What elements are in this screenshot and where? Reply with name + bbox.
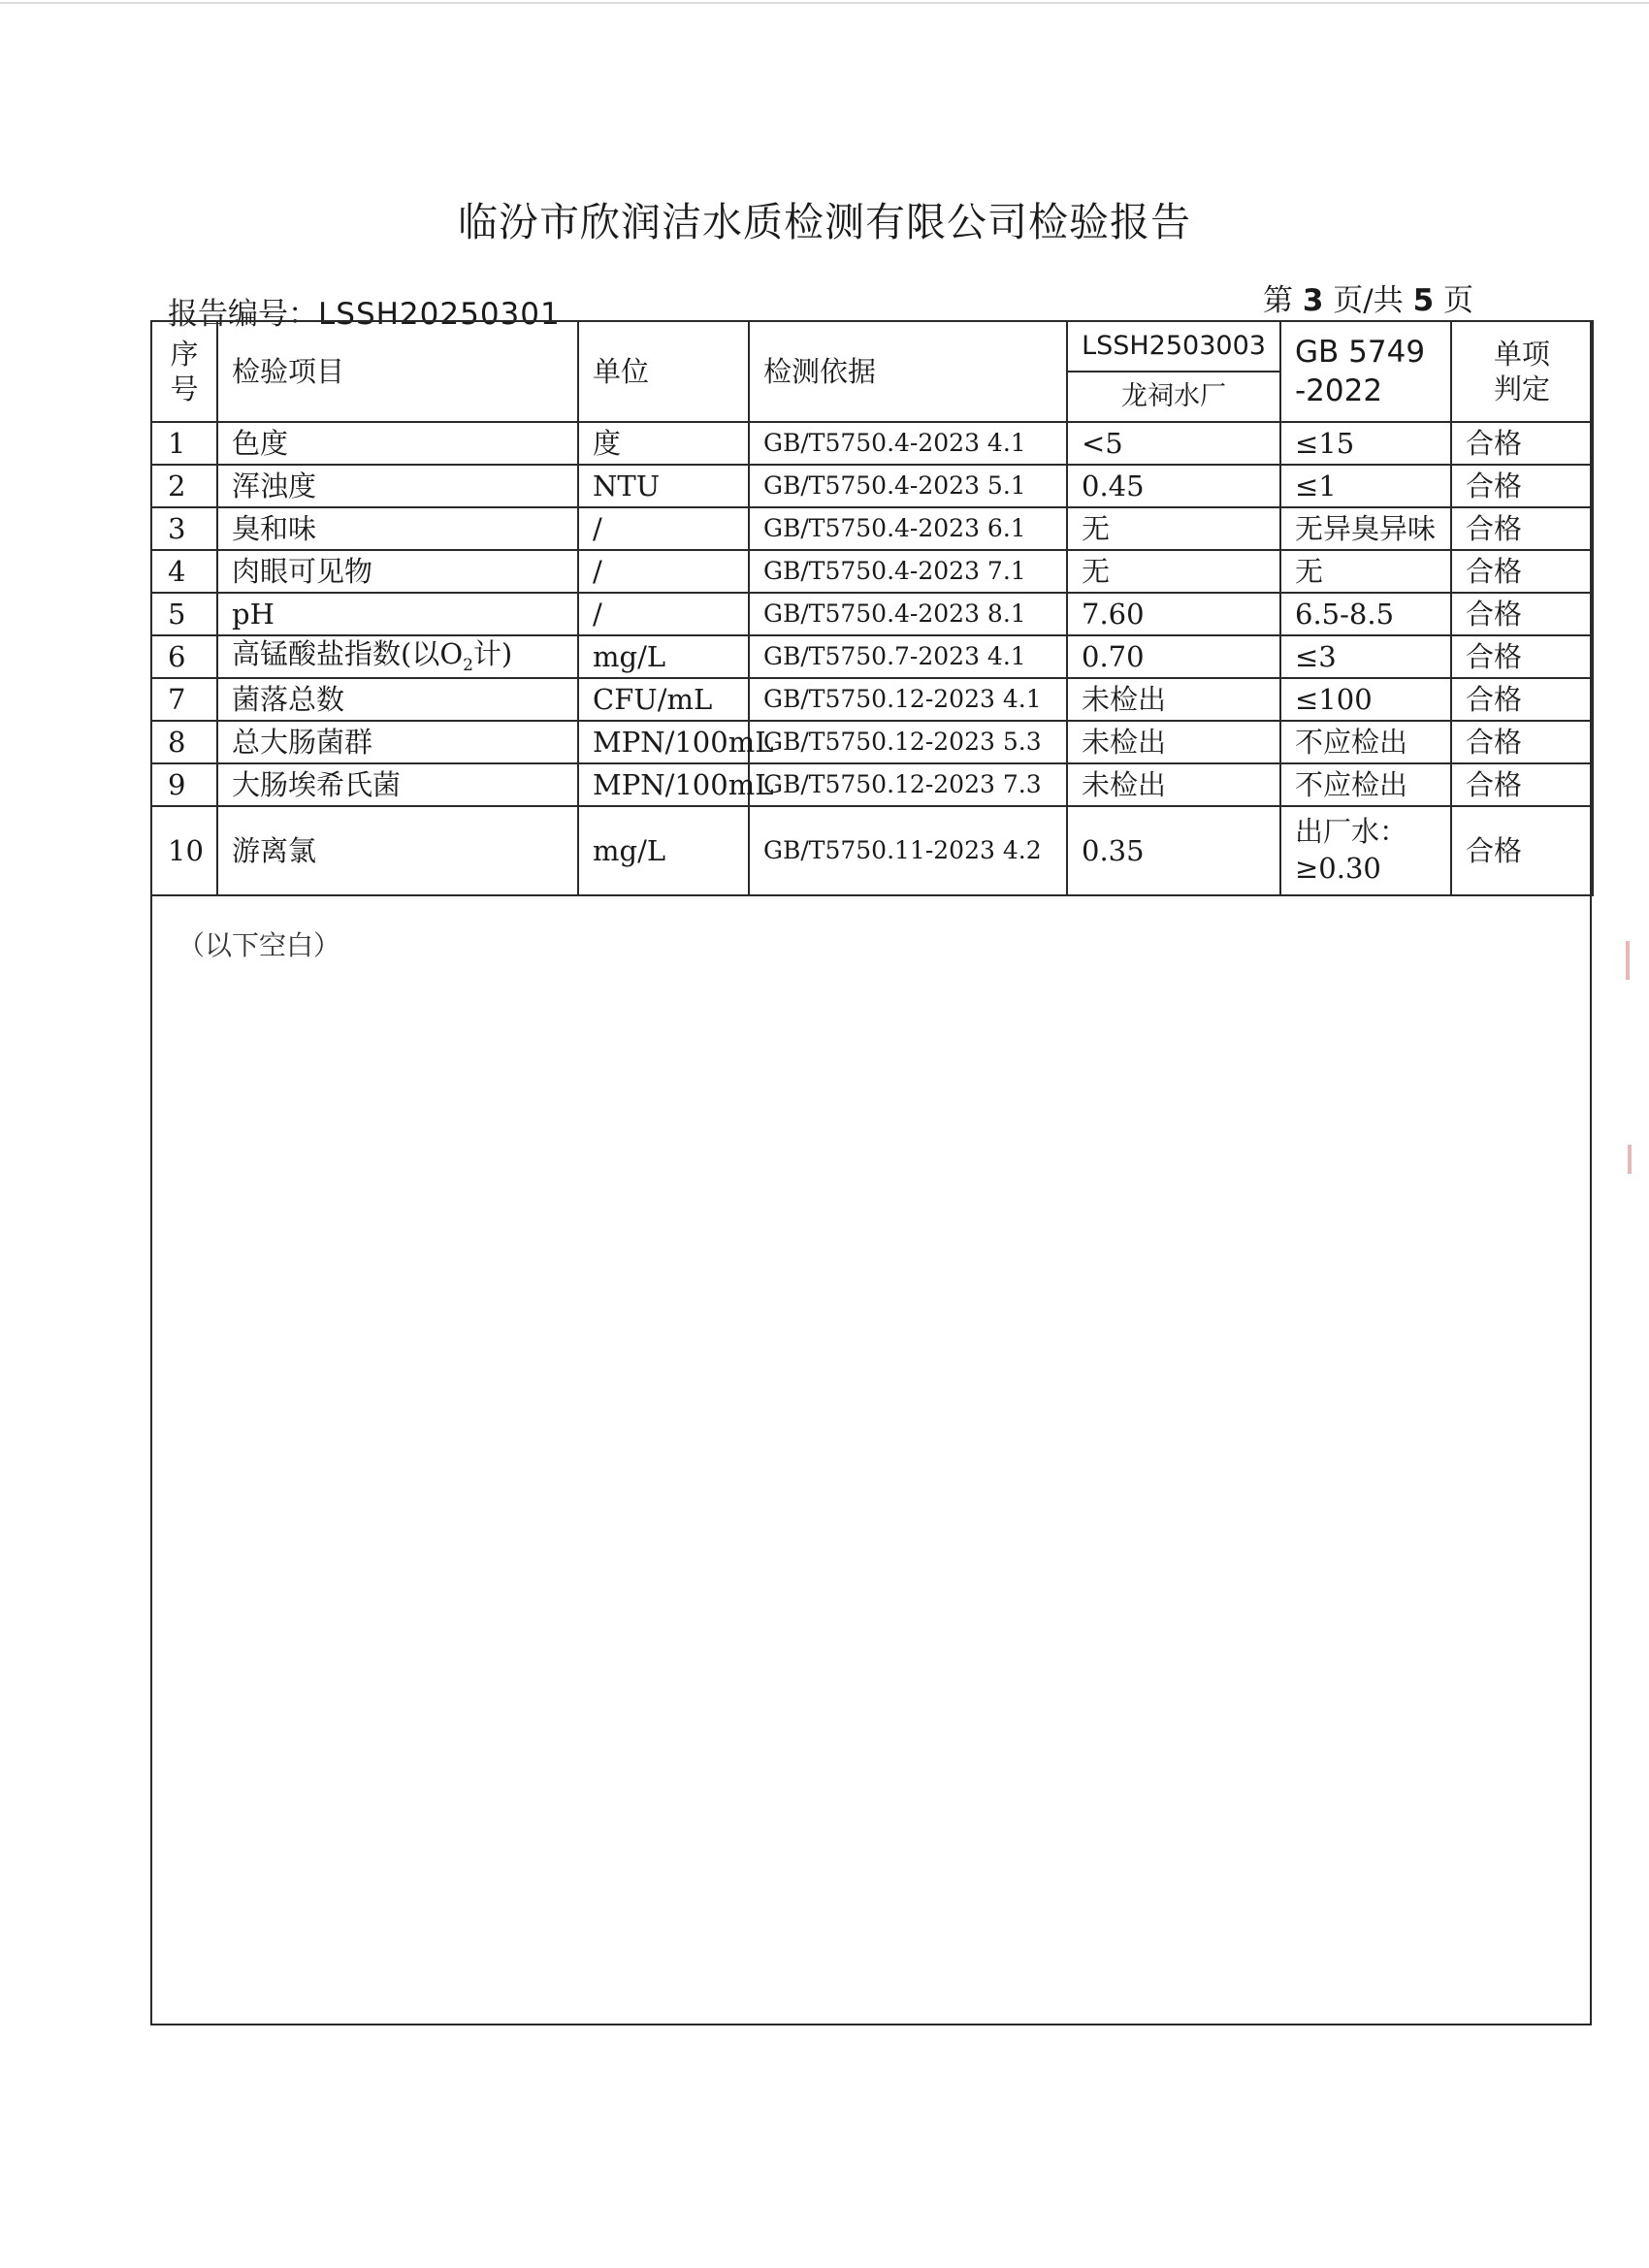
cell-verdict: 合格 [1451,422,1593,465]
cell-seq: 10 [151,806,217,895]
cell-item: 肉眼可见物 [217,550,578,593]
cell-result: 无 [1067,550,1280,593]
cell-limit [1280,806,1451,895]
scan-artifact-mark [1628,1145,1632,1174]
cell-verdict: 合格 [1451,507,1593,550]
header-sample-name: 龙祠水厂 [1067,372,1280,422]
header-verdict-line1: 单项 [1493,337,1550,371]
cell-method: GB/T5750.12-2023 4.1 [749,678,1067,721]
cell-seq: 8 [151,721,217,763]
cell-limit: ≤15 [1280,422,1451,465]
cell-item-subscript: 2 [463,655,473,675]
cell-seq: 4 [151,550,217,593]
cell-seq: 9 [151,763,217,806]
table-row [151,806,1593,895]
cell-verdict: 合格 [1451,550,1593,593]
cell-unit: / [578,593,749,635]
cell-method: GB/T5750.4-2023 5.1 [749,465,1067,507]
header-sample-id: LSSH2503003 [1067,321,1280,372]
page-current: 3 [1302,283,1324,318]
cell-seq: 3 [151,507,217,550]
cell-seq: 2 [151,465,217,507]
cell-result: 未检出 [1067,678,1280,721]
cell-result: 0.35 [1067,806,1280,895]
cell-result: 未检出 [1067,721,1280,763]
table-row [151,593,1593,635]
header-standard-line1: GB 5749 [1295,334,1426,370]
cell-item: 浑浊度 [217,465,578,507]
header-item: 检验项目 [217,321,578,422]
cell-item: 游离氯 [217,806,578,895]
header-standard-line2: -2022 [1295,373,1383,408]
cell-item: 臭和味 [217,507,578,550]
cell-unit: CFU/mL [578,678,749,721]
cell-limit: 不应检出 [1280,721,1451,763]
page-indicator [1263,275,1473,319]
header-seq [151,321,217,422]
header-method: 检测依据 [749,321,1067,422]
cell-verdict: 合格 [1451,635,1593,678]
cell-limit-line2: ≥0.30 [1295,852,1381,885]
table-row [151,550,1593,593]
page-middle: 页/共 [1333,283,1404,318]
cell-verdict: 合格 [1451,678,1593,721]
header-verdict [1451,321,1593,422]
cell-method: GB/T5750.4-2023 4.1 [749,422,1067,465]
report-title: 临汾市欣润洁水质检测有限公司检验报告 [458,199,1191,245]
cell-item: 菌落总数 [217,678,578,721]
header-standard [1280,321,1451,422]
cell-method: GB/T5750.4-2023 8.1 [749,593,1067,635]
cell-method: GB/T5750.4-2023 7.1 [749,550,1067,593]
table-row [151,422,1593,465]
table-row [151,763,1593,806]
header-verdict-line2: 判定 [1493,373,1550,405]
cell-seq: 7 [151,678,217,721]
header-unit: 单位 [578,321,749,422]
cell-item: 大肠埃希氏菌 [217,763,578,806]
table-row [151,721,1593,763]
cell-method: GB/T5750.12-2023 7.3 [749,763,1067,806]
cell-limit: 不应检出 [1280,763,1451,806]
cell-method: GB/T5750.11-2023 4.2 [749,806,1067,895]
table-row [151,465,1593,507]
cell-unit: 度 [578,422,749,465]
cell-verdict: 合格 [1451,806,1593,895]
cell-result: <5 [1067,422,1280,465]
results-table [150,320,1594,896]
table-row [151,635,1593,678]
cell-result: 无 [1067,507,1280,550]
cell-result: 0.70 [1067,635,1280,678]
page-suffix: 页 [1443,283,1474,318]
cell-method: GB/T5750.7-2023 4.1 [749,635,1067,678]
cell-verdict: 合格 [1451,593,1593,635]
header-seq-line2: 号 [170,373,199,405]
cell-seq: 1 [151,422,217,465]
cell-item [217,635,578,678]
cell-item-tail: 计) [472,636,513,670]
cell-unit: mg/L [578,806,749,895]
scan-artifact-mark [1626,941,1630,980]
cell-verdict: 合格 [1451,465,1593,507]
cell-limit: ≤100 [1280,678,1451,721]
cell-limit: 6.5-8.5 [1280,593,1451,635]
cell-limit: 无异臭异味 [1280,507,1451,550]
cell-limit: ≤1 [1280,465,1451,507]
cell-result: 7.60 [1067,593,1280,635]
cell-method: GB/T5750.4-2023 6.1 [749,507,1067,550]
cell-limit-line1: 出厂水： [1295,815,1408,849]
scan-top-edge [0,2,1649,4]
cell-unit: MPN/100mL [578,721,749,763]
table-row [151,678,1593,721]
cell-method: GB/T5750.12-2023 5.3 [749,721,1067,763]
report-number-value: LSSH20250301 [318,297,561,332]
cell-limit: 无 [1280,550,1451,593]
cell-unit: / [578,550,749,593]
cell-seq: 6 [151,635,217,678]
report-number-label: 报告编号： [168,297,318,332]
cell-item-main: 高锰酸盐指数(以O [232,636,464,670]
cell-result: 未检出 [1067,763,1280,806]
cell-unit: mg/L [578,635,749,678]
header-row [151,321,1593,372]
cell-seq: 5 [151,593,217,635]
cell-item: pH [217,593,578,635]
cell-unit: MPN/100mL [578,763,749,806]
page-total: 5 [1412,283,1435,318]
cell-verdict: 合格 [1451,763,1593,806]
cell-result: 0.45 [1067,465,1280,507]
header-seq-line1: 序 [170,337,199,371]
blank-below-note: （以下空白） [178,929,341,961]
cell-item: 总大肠菌群 [217,721,578,763]
cell-limit: ≤3 [1280,635,1451,678]
cell-verdict: 合格 [1451,721,1593,763]
page-prefix: 第 [1263,283,1293,318]
table-row [151,507,1593,550]
cell-item: 色度 [217,422,578,465]
cell-unit: / [578,507,749,550]
cell-unit: NTU [578,465,749,507]
